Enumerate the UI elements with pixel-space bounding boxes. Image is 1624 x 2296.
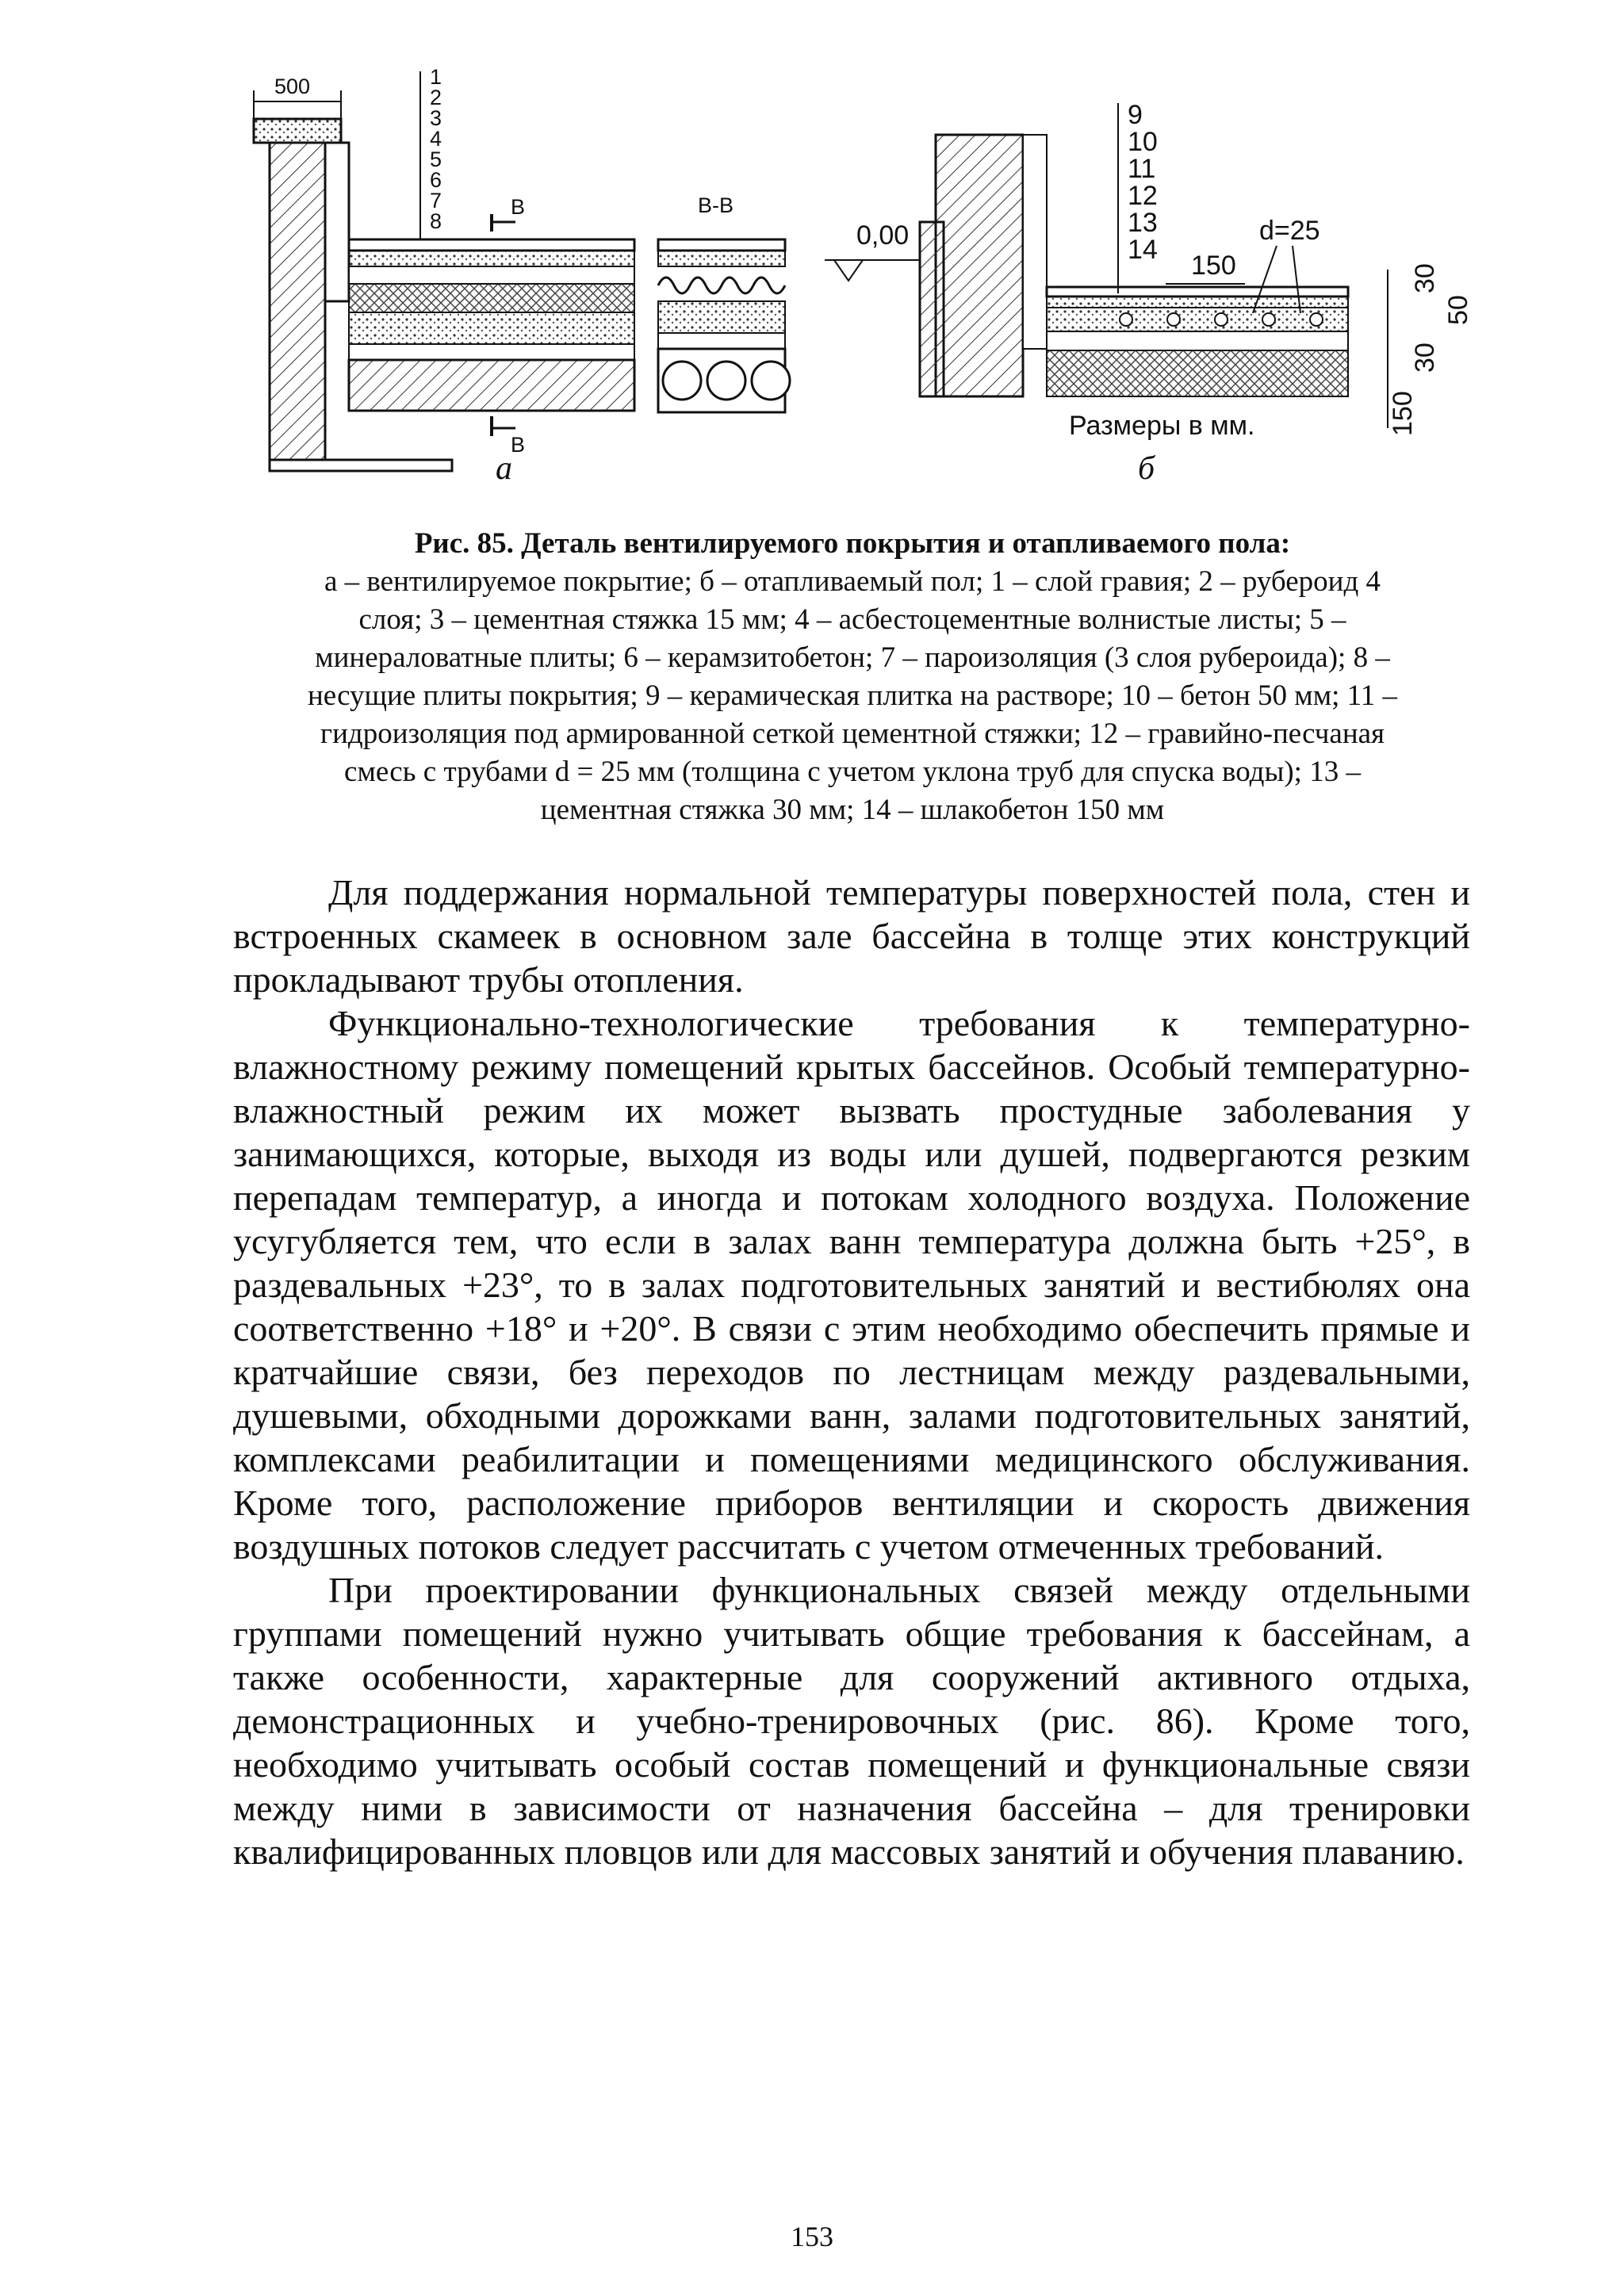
layer-number: 11 [1128, 154, 1156, 184]
layer-number: 1 [430, 65, 442, 89]
detail-b [825, 100, 1473, 487]
figure-drawing [222, 55, 1491, 499]
figure-caption [238, 525, 1467, 829]
layer-number: 2 [430, 86, 442, 109]
right-dimension: 30 [1410, 342, 1440, 373]
units-note: Размеры в мм. [1069, 411, 1255, 441]
right-dimension: 50 [1443, 295, 1473, 325]
page-number: 153 [791, 2221, 833, 2252]
paragraph: Для поддержания нормальной температуры поверхностей пола, стен и встроенных скамеек в основном зале бассейна в толще этих конструкций прокладывают трубы отопления. [233, 872, 1470, 1000]
layer-number: 3 [430, 106, 442, 130]
paragraph: При проектировании функциональных связей между отдельными группами помещений нужно учитывать общие требования к бассейнам, а также особенности, характерные для сооружений активного отдыха, демонстрационных и учебно-тренировочных (рис. 86). Кроме того, необходимо учитывать особый состав помещений и функциональные связи между ними в зависимости от назначения бассейна – для тренировки квалифицированных пловцов или для массовых занятий и обучения плаванию. [233, 1570, 1470, 1872]
layer-number: 14 [1128, 235, 1158, 265]
layer-numbers-a [430, 65, 442, 233]
caption-line: слоя; 3 – цементная стяжка 15 мм; 4 – асбестоцементные волнистые листы; 5 – [358, 603, 1346, 636]
elevation-mark: 0,00 [856, 220, 910, 251]
section-mark-bottom: В [511, 433, 526, 457]
section-mark-top: В [511, 195, 526, 219]
body-text [233, 871, 1470, 1873]
layer-number: 6 [430, 168, 442, 192]
paragraph: Функционально-технологические требования к температурно-влажностному режиму помещений крытых бассейнов. Особый температурно-влажностный режим их может вызвать простудные заболевания у занимающихся, которые, выходя из воды или душей, подвергаются резким перепадам температур, а иногда и потокам холодного воздуха. Положение усугубляется тем, что если в залах ванн температура должна быть +25°, в раздевальных +23°, то в залах подготовительных занятий и вестибюлях она соответственно +18° и +20°. В связи с этим необходимо обеспечить прямые и кратчайшие связи, без переходов по лестницам между раздевальными, душевыми, обходными дорожками ванн, залами подготовительных занятий, комплексами реабилитации и помещениями медицинского обслуживания. Кроме того, расположение приборов вентиляции и скорость движения воздушных потоков следует рассчитать с учетом отмеченных требований. [233, 1003, 1470, 1567]
caption-title: Рис. 85. Деталь вентилируемого покрытия и отапливаемого пола: [414, 527, 1291, 560]
pipe-spacing-label: 150 [1191, 251, 1236, 281]
figure-85 [222, 55, 1491, 499]
layer-number: 4 [430, 127, 442, 151]
right-dimension: 150 [1388, 391, 1418, 436]
layer-number: 8 [430, 209, 442, 233]
layer-number: 5 [430, 147, 442, 171]
layer-number: 7 [430, 189, 442, 212]
caption-line: минераловатные плиты; 6 – керамзитобетон; 7 – пароизоляция (3 слоя рубероида); 8 – [315, 641, 1390, 674]
caption-line: несущие плиты покрытия; 9 – керамическая плитка на растворе; 10 – бетон 50 мм; 11 – [307, 679, 1398, 712]
layer-number: 9 [1128, 100, 1143, 130]
pipe-diameter-label: d=25 [1259, 216, 1320, 246]
caption-line: гидроизоляция под армированной сеткой цементной стяжки; 12 – гравийно-песчаная [320, 718, 1385, 750]
layer-numbers-b [1128, 100, 1158, 265]
layer-number: 13 [1128, 208, 1158, 238]
sublabel-b: б [1138, 450, 1155, 487]
detail-a [254, 65, 790, 487]
layer-number: 10 [1128, 127, 1158, 157]
dimension-500: 500 [274, 75, 311, 98]
caption-line: цементная стяжка 30 мм; 14 – шлакобетон 150 мм [540, 794, 1165, 826]
right-dimension: 30 [1410, 263, 1440, 293]
caption-line: смесь с трубами d = 25 мм (толщина с учетом уклона труб для спуска воды); 13 – [344, 756, 1361, 788]
layer-number: 12 [1128, 181, 1158, 211]
section-title: В-В [698, 193, 734, 217]
sublabel-a: а [496, 450, 512, 487]
caption-line: а – вентилируемое покрытие; б – отапливаемый пол; 1 – слой гравия; 2 – рубероид 4 [324, 565, 1381, 598]
